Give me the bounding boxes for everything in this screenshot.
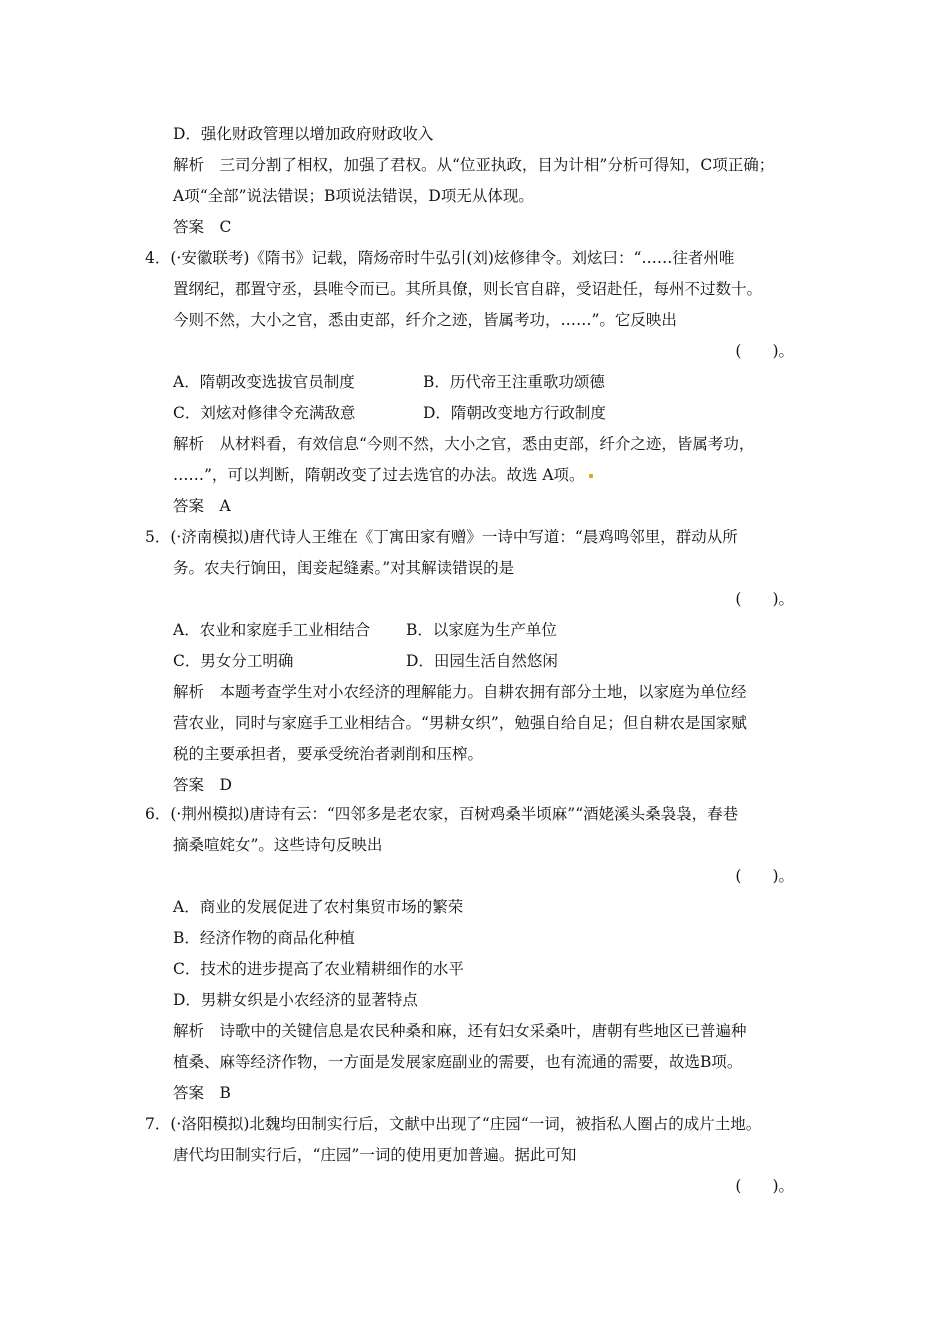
option-line: B．以家庭为生产单位 bbox=[406, 621, 557, 639]
option-line: D．男耕女织是小农经济的显著特点 bbox=[173, 991, 418, 1009]
question-line: 摘桑喧姹女”。这些诗句反映出 bbox=[173, 836, 383, 854]
question-line: 6．(·荆州模拟)唐诗有云：“四邻多是老农家，百树鸡桑半顷麻”“酒姥溪头桑袅袅，春巷 bbox=[145, 805, 739, 823]
analysis-line: 营农业，同时与家庭手工业相结合。“男耕女织”，勉强自给自足；但自耕农是国家赋 bbox=[173, 714, 747, 732]
question-line: 7．(·洛阳模拟)北魏均田制实行后，文献中出现了“庄园“一词，被指私人圈占的成片土地。 bbox=[145, 1115, 762, 1133]
mark-dot bbox=[589, 474, 593, 478]
answer-line: 答案 B bbox=[173, 1084, 231, 1102]
answer-bracket: ( )。 bbox=[735, 590, 794, 608]
analysis-line: 解析 诗歌中的关键信息是农民种桑和麻，还有妇女采桑叶，唐朝有些地区已普遍种 bbox=[173, 1022, 747, 1040]
answer-line: 答案 A bbox=[173, 497, 231, 515]
option-line: D．隋朝改变地方行政制度 bbox=[423, 404, 606, 422]
option-line: C．技术的进步提高了农业精耕细作的水平 bbox=[173, 960, 464, 978]
answer-line: 答案 D bbox=[173, 776, 232, 794]
analysis-line: ……”，可以判断，隋朝改变了过去选官的办法。故选 A项。 bbox=[173, 465, 593, 485]
analysis-line: A项“全部”说法错误；B项说法错误，D项无从体现。 bbox=[173, 187, 534, 205]
question-line: 唐代均田制实行后，“庄园”一词的使用更加普遍。据此可知 bbox=[173, 1146, 577, 1164]
answer-line: 答案 C bbox=[173, 218, 232, 236]
option-line: A．隋朝改变选拔官员制度 bbox=[173, 373, 355, 391]
option-line: D．强化财政管理以增加政府财政收入 bbox=[173, 125, 434, 143]
option-line: C．刘炫对修律令充满敌意 bbox=[173, 404, 356, 422]
answer-bracket: ( )。 bbox=[735, 342, 794, 360]
question-line: 今则不然，大小之官，悉由吏部，纤介之迹，皆属考功，……”。它反映出 bbox=[173, 311, 677, 329]
question-line: 4．(·安徽联考)《隋书》记载，隋炀帝时牛弘引(刘)炫修律令。刘炫曰：“……往者州唯 bbox=[145, 249, 735, 267]
answer-bracket: ( )。 bbox=[735, 867, 794, 885]
question-line: 5．(·济南模拟)唐代诗人王维在《丁寓田家有赠》一诗中写道：“晨鸡鸣邻里，群动从所 bbox=[145, 528, 738, 546]
analysis-line: 解析 本题考查学生对小农经济的理解能力。自耕农拥有部分土地，以家庭为单位经 bbox=[173, 683, 747, 701]
analysis-line: 植桑、麻等经济作物，一方面是发展家庭副业的需要，也有流通的需要，故选B项。 bbox=[173, 1053, 743, 1071]
question-line: 置纲纪，郡置守丞，县唯令而已。其所具僚，则长官自辟，受诏赴任，每州不过数十。 bbox=[173, 280, 763, 298]
question-line: 务。农夫行饷田，闺妾起缝素。”对其解读错误的是 bbox=[173, 559, 515, 577]
option-line: A．农业和家庭手工业相结合 bbox=[173, 621, 371, 639]
answer-bracket: ( )。 bbox=[735, 1177, 794, 1195]
option-line: A．商业的发展促进了农村集贸市场的繁荣 bbox=[173, 898, 464, 916]
analysis-line: 解析 从材料看，有效信息“今则不然，大小之官，悉由吏部，纤介之迹，皆属考功， bbox=[173, 435, 755, 453]
option-line: B．经济作物的商品化种植 bbox=[173, 929, 355, 947]
analysis-line: 解析 三司分割了相权，加强了君权。从“位亚执政，目为计相”分析可得知，C项正确； bbox=[173, 156, 775, 174]
option-line: C．男女分工明确 bbox=[173, 652, 294, 670]
option-line: D．田园生活自然悠闲 bbox=[406, 652, 558, 670]
option-line: B．历代帝王注重歌功颂德 bbox=[423, 373, 605, 391]
analysis-line: 税的主要承担者，要承受统治者剥削和压榨。 bbox=[173, 745, 484, 763]
